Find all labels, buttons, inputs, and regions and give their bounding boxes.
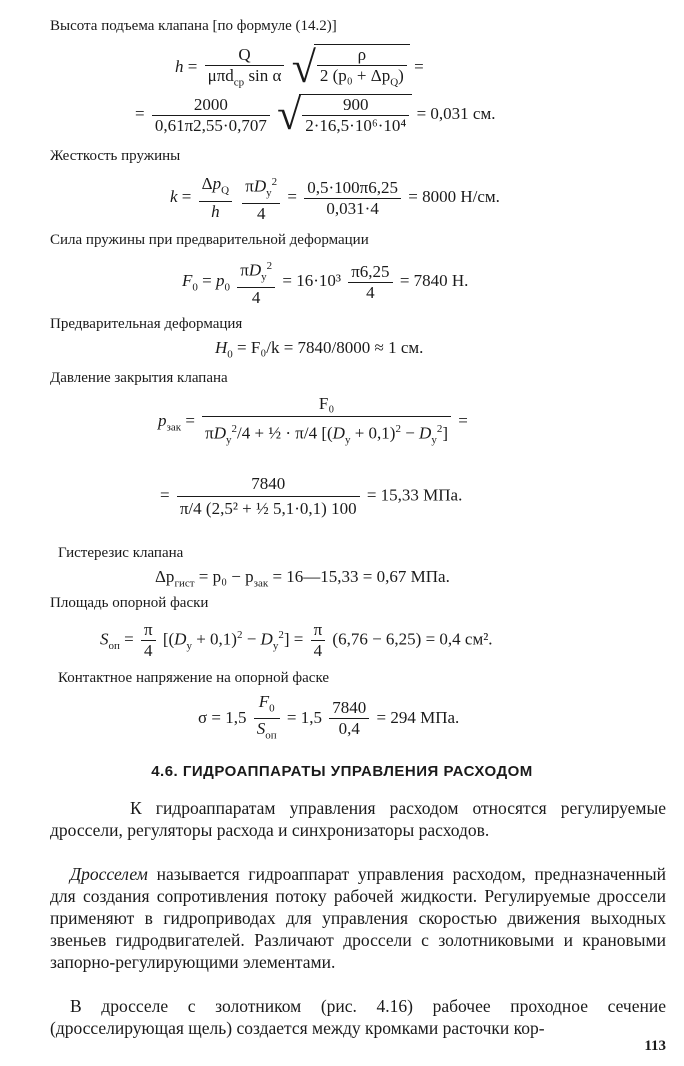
equation-sigma: σ = 1,5 $\frac{F_0}{S_{оп}}$ = 1,5 $\frac{7840}{0,4}$ = 294 МПа.	[198, 692, 459, 746]
h-numerator: Q	[238, 44, 251, 64]
f0-frac-den: 4	[348, 282, 392, 303]
section-heading: 4.6. ГИДРОАППАРАТЫ УПРАВЛЕНИЯ РАСХОДОМ	[151, 763, 533, 780]
term-drossel: Дросселем	[70, 864, 148, 884]
equation-seat-area: $S_{оп}$ = $\frac{\pi}{4}$ $[(D_y + 0,1)^2 - D_y^2]$ = $\frac{\pi}{4}$ (6,76 − 6,25) = 0,4 см².	[100, 620, 493, 660]
paragraph-1-text: К гидроаппаратам управления расходом относятся регулируемые дроссели, регуляторы расхода и синхронизаторы расходов.	[50, 798, 666, 840]
page-number: 113	[644, 1038, 666, 1054]
dp-sub: гист	[174, 577, 195, 590]
equation-pzak: $p_{зак}$ = $\frac{\text{F₀}}{\pi D_y^2/4 + \frac{1}{2} \cdot \pi/4 [(D_y + 0,1)^2 - D_y^2]}$ =	[158, 392, 468, 452]
equation-hysteresis	[155, 567, 450, 589]
label-pre-deformation: Предварительная деформация	[50, 316, 243, 332]
paragraph-2-text: называется гидроаппарат управления расходом, предназначенный для создания сопротивления потоку рабочей жидкости. Регулируемые дроссели применяют в гидроприводах для управления скоростью движения выходных звеньев гидродвигателей. Различают дроссели с золотниковыми и крановыми запорно-регулирующими элементами.	[50, 864, 666, 972]
h-rad-den: 2 (p₀ + Δp	[319, 66, 391, 85]
equation-h-formula: h = $\frac{Q}{\mu\pi d_{ср} \sin \alpha}$ √ $\frac{\rho}{2 (p_0 + \Delta p_Q)}$ =	[175, 43, 424, 93]
paragraph-1	[50, 797, 666, 841]
label-seat-area: Площадь опорной фаски	[50, 595, 209, 611]
sigma-den: 0,4	[329, 718, 369, 739]
h2-rad-num: 900	[343, 95, 369, 114]
k-result: = 8000 Н/см.	[408, 186, 500, 206]
pzak2-denominator: (2,5² + ½ 5,1·0,1) 100	[205, 499, 357, 518]
h-denominator: μπd	[207, 65, 234, 85]
sigma-num: 7840	[332, 698, 367, 718]
f0-result: = 7840 Н.	[399, 270, 469, 290]
equation-h0: $H_0 = F_0/k = 7840/8000 \approx 1$ см.	[215, 338, 424, 361]
equation-pzak-numeric: = $\frac{7840}{\text{π/4 (2,5² + ½ 5,1·0,1) 100}}$ = 15,33 МПа.	[160, 472, 462, 521]
k-denominator: 0,031·4	[304, 198, 401, 219]
h0-text: = F₀/k = 7840/8000 ≈ 1 см.	[237, 338, 424, 357]
paragraph-2	[50, 863, 666, 973]
seat-area-result: (6,76 − 6,25) = 0,4 см².	[332, 629, 493, 649]
h-rad-den-sub: Q	[390, 76, 399, 89]
h-den-sub: ср	[233, 75, 245, 88]
equation-h-numeric: = $\frac{2000}{0,61\pi 2,55\cdot 0,707}$ √ $\frac{900}{\text{2·16,5·10⁶·10⁴}}$ = 0,031 см.	[135, 90, 496, 139]
h-den-tail: sin α	[244, 65, 282, 85]
paragraph-3-text: В дросселе с золотником (рис. 4.16) рабочее проходное сечение (дросселирующая щель) создается между кромками расточки кор-	[50, 996, 666, 1038]
dp-rest: = p₀ − p	[194, 567, 254, 586]
pzak2-result: = 15,33 МПа.	[366, 485, 463, 505]
h2-denominator: 0,61π2,55·0,707	[152, 115, 270, 136]
label-closing-pressure: Давление закрытия клапана	[50, 370, 228, 386]
h-rad-num: ρ	[357, 45, 367, 64]
k-numerator: 0,5·100π6,25	[307, 177, 398, 197]
label-spring-stiffness: Жесткость пружины	[50, 148, 181, 164]
pzak2-numerator: 7840	[251, 474, 286, 493]
label-spring-force: Сила пружины при предварительной деформации	[50, 232, 369, 248]
label-contact-stress: Контактное напряжение на опорной фаске	[58, 670, 330, 686]
dp-result: = 16—15,33 = 0,67 МПа.	[268, 567, 450, 586]
pzak-numerator: F₀	[318, 394, 335, 413]
dp-symbol: Δp	[155, 567, 175, 586]
h2-result: = 0,031 см.	[416, 103, 496, 123]
f0-mid: = 16·10³	[282, 270, 341, 290]
label-hysteresis: Гистерезис клапана	[58, 545, 184, 561]
sigma-result: = 294 МПа.	[376, 707, 460, 727]
sigma-mid: = 1,5	[286, 707, 322, 727]
dp-sub2: зак	[253, 577, 269, 590]
paragraph-3	[50, 995, 666, 1039]
h2-rad-den: 2·16,5·10⁶·10⁴	[302, 115, 409, 136]
h2-numerator: 2000	[193, 94, 228, 114]
f0-frac-num: π6,25	[351, 261, 390, 281]
label-valve-lift: Высота подъема клапана [по формуле (14.2)]	[50, 18, 337, 34]
equation-k: k = $\frac{\Delta p_Q}{h}$ $\frac{\pi D_y^2}{4}$ = $\frac{0,5\cdot 100\pi 6,25}{0,031\cdot 4}$ = 8000 Н/см.	[170, 174, 500, 224]
equation-f0: $F_0 = p_0$ $\frac{\pi D_y^2}{4}$ = 16·10³ $\frac{\pi 6,25}{4}$ = 7840 Н.	[182, 260, 469, 308]
